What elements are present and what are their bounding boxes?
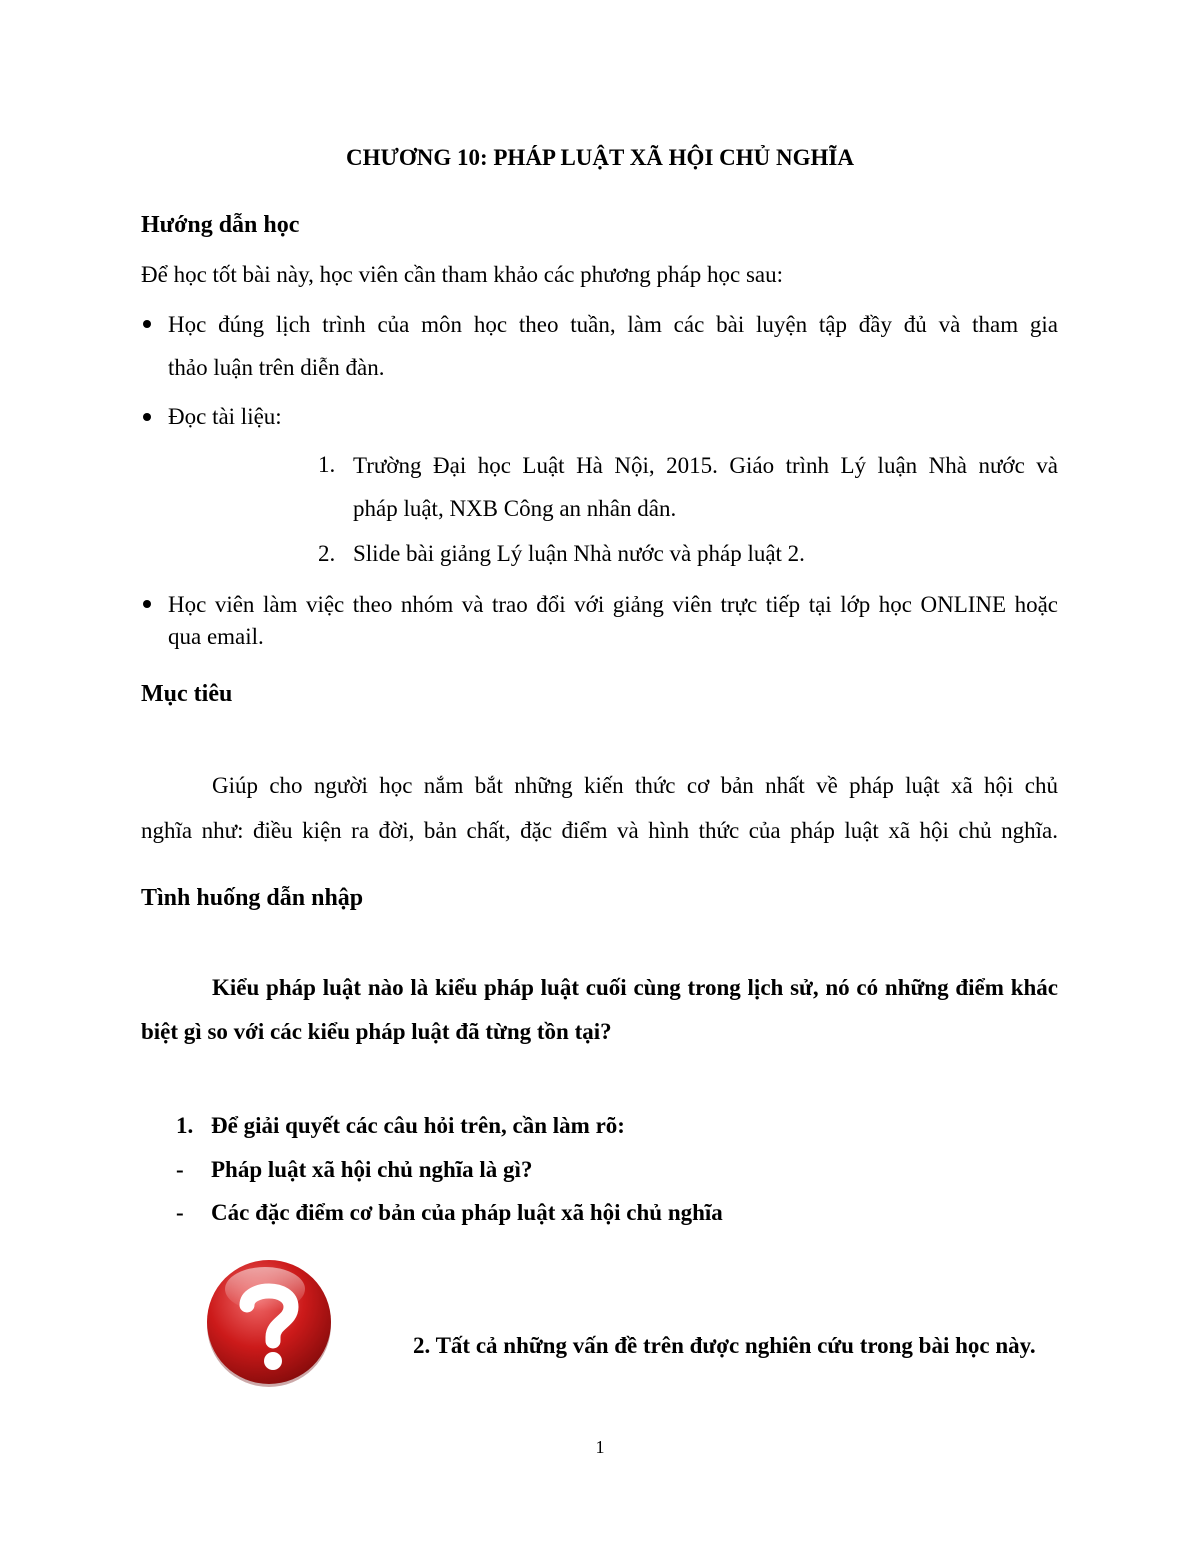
- objective-heading: Mục tiêu: [141, 681, 233, 707]
- sub1-text: Pháp luật xã hội chủ nghĩa là gì?: [211, 1157, 533, 1182]
- bullet3-line2: qua email.: [168, 624, 264, 649]
- situation-heading: Tình huống dẫn nhập: [141, 885, 364, 911]
- ref2-text: Slide bài giảng Lý luận Nhà nước và pháp luật 2.: [353, 541, 805, 566]
- bullet1-line1: Học đúng lịch trình của môn học theo tuần, làm các bài luyện tập đầy đủ và tham gia: [168, 312, 1058, 337]
- guide-heading: Hướng dẫn học: [141, 212, 300, 238]
- page-number: 1: [595, 1437, 605, 1457]
- chapter-title: CHƯƠNG 10: PHÁP LUẬT XÃ HỘI CHỦ NGHĨA: [346, 145, 854, 170]
- bullet3-line1: Học viên làm việc theo nhóm và trao đổi với giảng viên trực tiếp tại lớp học ONLINE hoặc: [168, 592, 1058, 617]
- bullet-icon: [143, 600, 151, 608]
- item2-text: 2. Tất cả những vấn đề trên được nghiên cứu trong bài học này.: [413, 1333, 1036, 1358]
- dash-marker: -: [176, 1157, 184, 1182]
- guide-intro: Để học tốt bài này, học viên cần tham khảo các phương pháp học sau:: [141, 262, 784, 287]
- objective-line2: nghĩa như: điều kiện ra đời, bản chất, đặc điểm và hình thức của pháp luật xã hội chủ nghĩa.: [141, 818, 1058, 843]
- question-mark-icon: [203, 1257, 335, 1389]
- objective-line1: Giúp cho người học nắm bắt những kiến thức cơ bản nhất về pháp luật xã hội chủ: [212, 773, 1058, 798]
- sub2-text: Các đặc điểm cơ bản của pháp luật xã hội chủ nghĩa: [211, 1200, 723, 1225]
- item1-text: Để giải quyết các câu hỏi trên, cần làm rõ:: [211, 1113, 625, 1138]
- situation-line1: Kiểu pháp luật nào là kiểu pháp luật cuối cùng trong lịch sử, nó có những điểm khác: [212, 975, 1058, 1000]
- situation-line2: biệt gì so với các kiểu pháp luật đã từng tồn tại?: [141, 1019, 612, 1044]
- bullet2-text: Đọc tài liệu:: [168, 404, 282, 429]
- bullet-icon: [143, 413, 151, 421]
- dash-marker: -: [176, 1200, 184, 1225]
- bullet1-line2: thảo luận trên diễn đàn.: [168, 355, 385, 380]
- ref1-number: 1.: [318, 452, 336, 477]
- ref2-number: 2.: [318, 541, 336, 566]
- item1-number: 1.: [176, 1113, 194, 1138]
- bullet-icon: [143, 320, 151, 328]
- ref1-line1: Trường Đại học Luật Hà Nội, 2015. Giáo trình Lý luận Nhà nước và: [353, 453, 1058, 478]
- ref1-line2: pháp luật, NXB Công an nhân dân.: [353, 496, 677, 521]
